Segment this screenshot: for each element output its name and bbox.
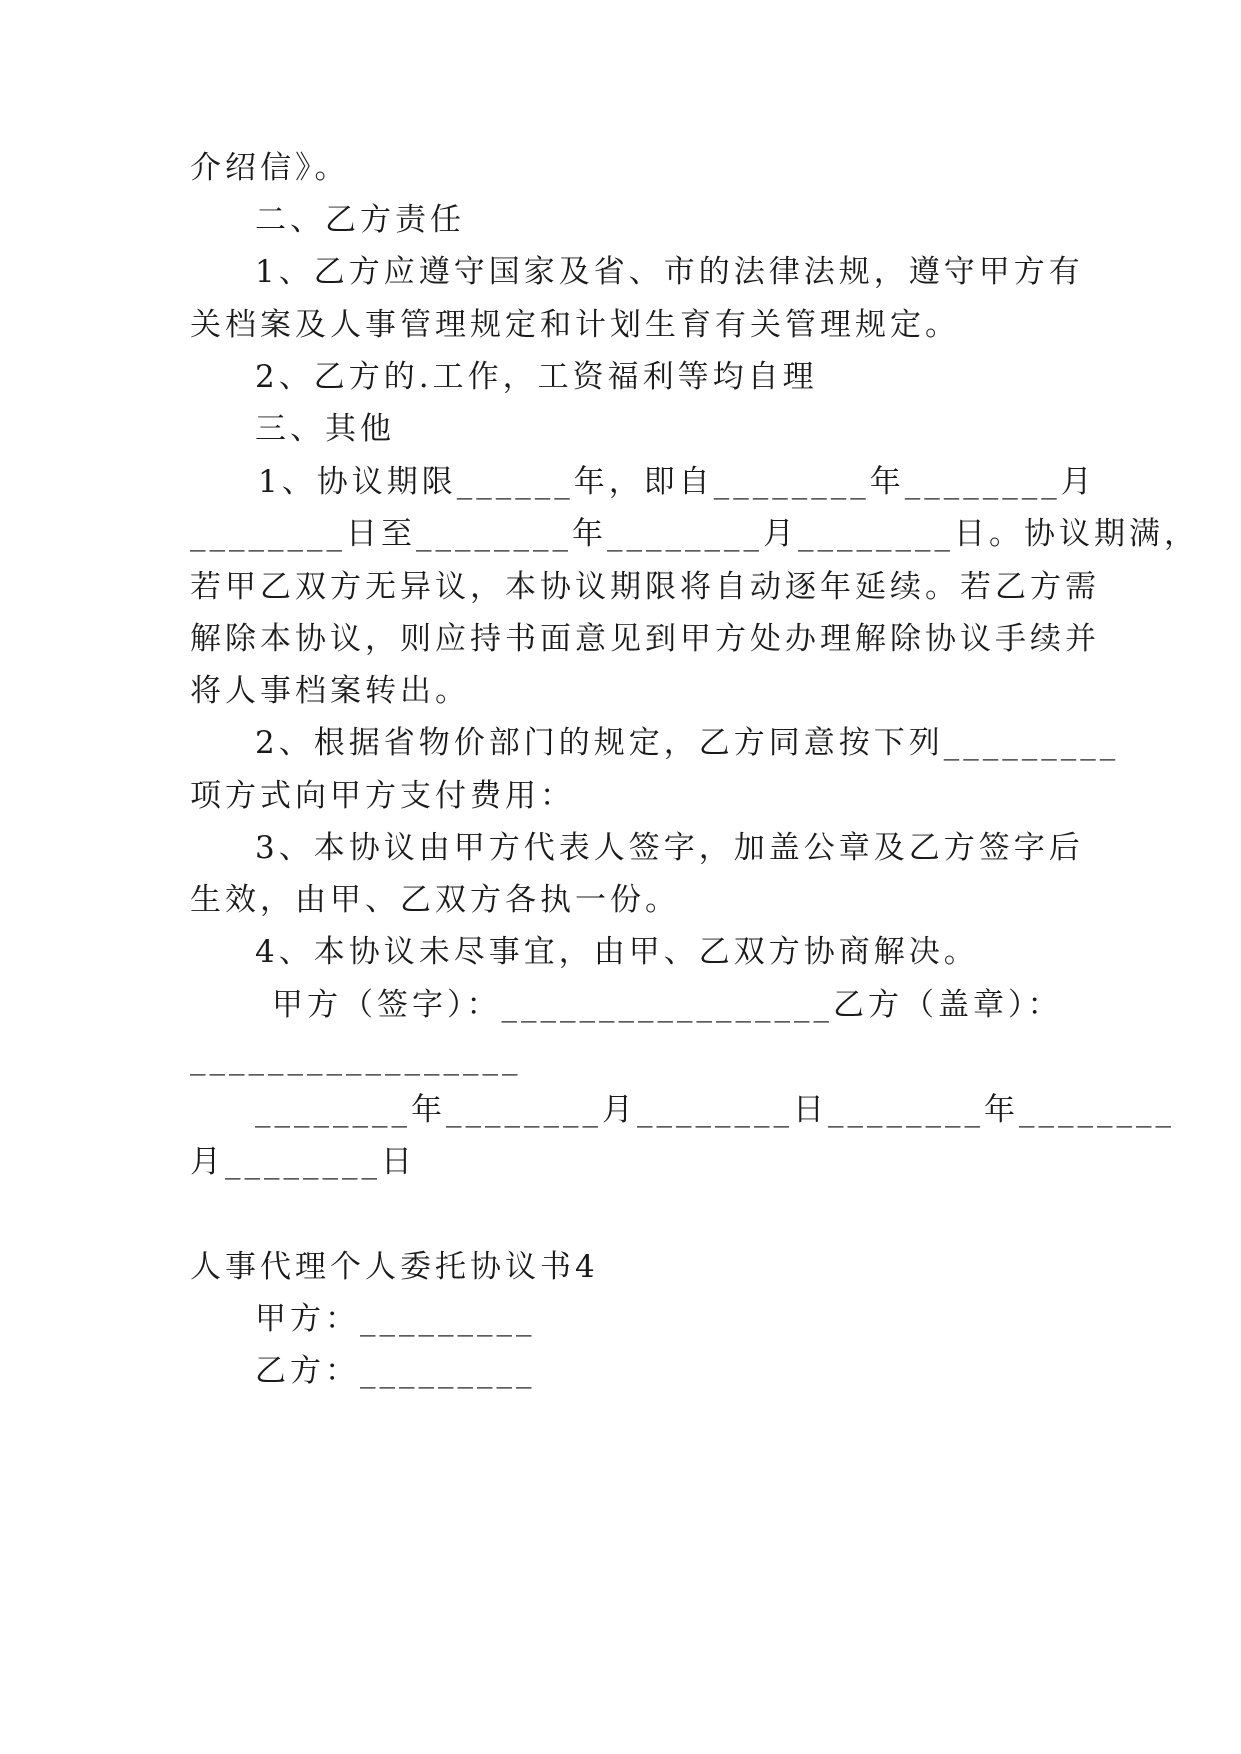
paragraph-line: 4、本协议未尽事宜，由甲、乙双方协商解决。 <box>255 934 979 970</box>
date-line: 月________日 <box>190 1144 416 1180</box>
paragraph-line: 若甲乙双方无异议，本协议期限将自动逐年延续。若乙方需 <box>190 569 1100 605</box>
party-b-line: 乙方：_________ <box>255 1353 536 1389</box>
paragraph-line: 项方式向甲方支付费用： <box>190 778 575 814</box>
paragraph-line: 2、乙方的.工作，工资福利等均自理 <box>255 359 818 395</box>
paragraph-line: 关档案及人事管理规定和计划生育有关管理规定。 <box>190 307 960 343</box>
section-heading: 二、乙方责任 <box>255 202 465 238</box>
paragraph-line: 生效，由甲、乙双方各执一份。 <box>190 882 680 918</box>
document-title: 人事代理个人委托协议书4 <box>190 1249 599 1285</box>
paragraph-line: 介绍信》。 <box>190 150 350 186</box>
paragraph-line: 2、根据省物价部门的规定，乙方同意按下列_________ <box>255 725 1120 761</box>
section-heading: 三、其他 <box>255 411 395 447</box>
paragraph-line: 解除本协议，则应持书面意见到甲方处办理解除协议手续并 <box>190 621 1100 657</box>
paragraph-line: ________日至________年________月________日。协议期满， <box>190 516 1199 552</box>
signature-line: 甲方（签字）：_________________乙方（盖章）： <box>272 987 1063 1023</box>
party-a-line: 甲方：_________ <box>255 1301 536 1337</box>
paragraph-line: 将人事档案转出。 <box>190 673 470 709</box>
signature-line: _________________ <box>190 1040 522 1076</box>
paragraph-line: 1、协议期限______年，即自________年________月 <box>258 464 1096 500</box>
date-line: ________年________月________日________年________ <box>255 1092 1175 1128</box>
paragraph-line: 3、本协议由甲方代表人签字，加盖公章及乙方签字后 <box>255 830 1084 866</box>
paragraph-line: 1、乙方应遵守国家及省、市的法律法规，遵守甲方有 <box>255 254 1084 290</box>
